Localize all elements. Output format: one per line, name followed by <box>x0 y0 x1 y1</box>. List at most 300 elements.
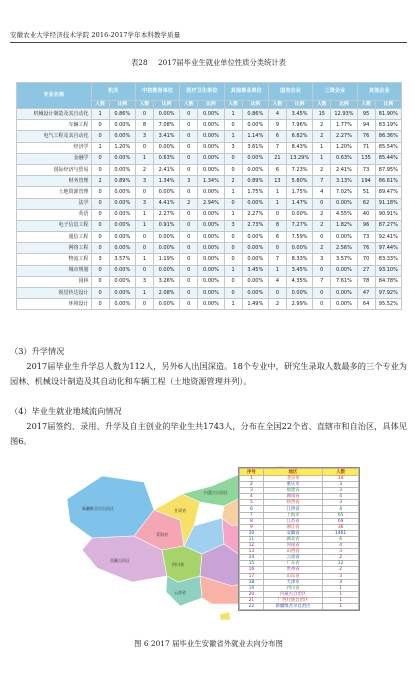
count-cell: 2 <box>313 220 331 231</box>
count-cell: 0 <box>91 220 109 231</box>
count-cell: 7 <box>313 176 331 187</box>
group-header: 机关 <box>91 83 135 101</box>
ratio-cell: 0.00% <box>109 299 135 310</box>
ratio-cell: 0.89% <box>242 176 268 187</box>
count-cell: 0 <box>313 232 331 243</box>
count-cell: 2 <box>180 198 198 209</box>
count-cell: 1 <box>224 265 242 276</box>
count-cell: 0 <box>224 276 242 287</box>
count-cell: 15 <box>313 109 331 120</box>
major-name-cell: 经济学 <box>17 142 92 153</box>
legend-count-cell: 65 <box>323 512 359 518</box>
count-cell: 0 <box>268 209 286 220</box>
ratio-cell: 0.00% <box>154 299 180 310</box>
count-cell: 2 <box>91 176 109 187</box>
count-cell: 3 <box>135 176 153 187</box>
legend-count-cell: 4 <box>323 543 359 549</box>
ratio-cell: 0.00% <box>198 142 224 153</box>
ratio-cell: 0.00% <box>286 288 312 299</box>
table-row <box>17 176 402 187</box>
count-cell: 0 <box>91 187 109 198</box>
ratio-cell: 2.94% <box>198 198 224 209</box>
legend-header-cell: 序号 <box>240 469 264 476</box>
table-row <box>17 131 402 142</box>
table-caption <box>0 58 417 68</box>
count-cell: 0 <box>135 109 153 120</box>
ratio-cell: 1.20% <box>331 142 357 153</box>
ratio-cell: 1.75% <box>242 187 268 198</box>
ratio-cell: 0.00% <box>154 109 180 120</box>
legend-region-cell: 北京市 <box>263 476 323 482</box>
count-cell: 40 <box>357 209 375 220</box>
ratio-cell: 83.33% <box>375 254 401 265</box>
ratio-cell: 0.00% <box>109 153 135 164</box>
count-cell: 3 <box>135 198 153 209</box>
legend-count-cell: 14 <box>323 476 359 482</box>
legend-region-cell: 浙江省 <box>263 524 323 530</box>
count-cell: 7 <box>313 276 331 287</box>
map-label-sichuan: 四川省 <box>172 562 184 567</box>
ratio-cell: 0.00% <box>198 120 224 131</box>
sub-count: 人数 <box>268 101 286 109</box>
ratio-cell: 1.77% <box>331 120 357 131</box>
figure-caption: 图 6 2017 届毕业生安徽省外就业去向分布图 <box>134 639 283 648</box>
legend-region-cell: 天津市 <box>263 579 323 585</box>
count-cell: 4 <box>268 109 286 120</box>
ratio-cell: 2.99% <box>286 299 312 310</box>
legend-index-cell: 10 <box>240 530 264 536</box>
legend-region-cell: 安徽省 <box>263 530 323 536</box>
ratio-cell: 90.91% <box>375 209 401 220</box>
count-cell: 0 <box>180 220 198 231</box>
ratio-cell: 0.00% <box>109 131 135 142</box>
major-name-cell: 财务管理 <box>17 176 92 187</box>
ratio-cell: 0.00% <box>109 198 135 209</box>
ratio-cell: 0.00% <box>198 164 224 175</box>
count-cell: 6 <box>268 232 286 243</box>
ratio-cell: 7.08% <box>154 120 180 131</box>
count-cell: 1 <box>91 142 109 153</box>
ratio-cell: 3.57% <box>109 254 135 265</box>
legend-count-cell: 3 <box>323 488 359 494</box>
legend-count-cell: 3 <box>323 500 359 506</box>
table-row <box>17 109 402 120</box>
map-label-qinghai: 青海省 <box>156 532 168 537</box>
ratio-cell: 0.00% <box>242 120 268 131</box>
count-cell: 3 <box>135 276 153 287</box>
ratio-cell: 8.43% <box>286 142 312 153</box>
count-cell: 1 <box>135 288 153 299</box>
ratio-cell: 0.89% <box>109 176 135 187</box>
ratio-cell: 0.00% <box>198 232 224 243</box>
major-name-cell: 城市规划 <box>17 265 92 276</box>
count-cell: 3 <box>91 254 109 265</box>
count-cell: 13 <box>268 176 286 187</box>
count-cell: 0 <box>224 232 242 243</box>
ratio-cell: 2.41% <box>154 164 180 175</box>
ratio-cell: 91.18% <box>375 198 401 209</box>
legend-index-cell: 19 <box>240 585 264 591</box>
count-cell: 0 <box>180 232 198 243</box>
count-cell: 6 <box>268 131 286 142</box>
count-cell: 194 <box>357 176 375 187</box>
sub-ratio: 比例 <box>242 101 268 109</box>
count-cell: 0 <box>180 164 198 175</box>
count-cell: 0 <box>313 299 331 310</box>
ratio-cell: 0.86% <box>242 109 268 120</box>
ratio-cell: 4.55% <box>331 209 357 220</box>
ratio-cell: 85.54% <box>375 142 401 153</box>
legend-header-row <box>240 469 359 476</box>
count-cell: 0 <box>180 209 198 220</box>
legend-region-cell: 陕西省 <box>263 500 323 506</box>
count-cell: 0 <box>91 198 109 209</box>
ratio-cell: 95.52% <box>375 299 401 310</box>
count-cell: 1 <box>268 187 286 198</box>
ratio-cell: 7.96% <box>286 120 312 131</box>
count-cell: 0 <box>313 288 331 299</box>
legend-count-cell: 1 <box>323 585 359 591</box>
legend-count-cell: 3 <box>323 549 359 555</box>
ratio-cell: 3.45% <box>242 265 268 276</box>
ratio-cell: 4.41% <box>154 198 180 209</box>
count-cell: 7 <box>268 142 286 153</box>
count-cell: 70 <box>357 254 375 265</box>
ratio-cell: 0.00% <box>109 220 135 231</box>
ratio-cell: 0.00% <box>109 164 135 175</box>
count-cell: 2 <box>224 176 242 187</box>
legend-row <box>240 603 359 609</box>
legend-index-cell: 21 <box>240 597 264 603</box>
count-cell: 7 <box>268 254 286 265</box>
legend-index-cell: 3 <box>240 488 264 494</box>
ratio-cell: 97.92% <box>375 288 401 299</box>
sub-ratio: 比例 <box>375 101 401 109</box>
count-cell: 0 <box>91 164 109 175</box>
count-cell: 0 <box>180 276 198 287</box>
legend-count-cell: 1 <box>323 597 359 603</box>
legend-region-cell: 广西壮族自治区 <box>263 597 323 603</box>
ratio-cell: 0.91% <box>154 220 180 231</box>
legend-count-cell: 1 <box>323 603 359 609</box>
count-cell: 2 <box>135 164 153 175</box>
sub-ratio: 比例 <box>331 101 357 109</box>
count-cell: 73 <box>357 164 375 175</box>
ratio-cell: 0.00% <box>109 288 135 299</box>
legend-index-cell: 15 <box>240 561 264 567</box>
group-header: 医疗卫生单位 <box>180 83 224 101</box>
ratio-cell: 0.00% <box>198 153 224 164</box>
legend-count-cell: 2 <box>323 567 359 573</box>
ratio-cell: 83.19% <box>375 120 401 131</box>
legend-count-cell: 12 <box>323 561 359 567</box>
count-cell: 1 <box>224 299 242 310</box>
ratio-cell: 3.45% <box>286 109 312 120</box>
ratio-cell: 3.45% <box>286 265 312 276</box>
ratio-cell: 87.95% <box>375 164 401 175</box>
legend-index-cell: 6 <box>240 506 264 512</box>
count-cell: 51 <box>357 187 375 198</box>
count-cell: 4 <box>313 187 331 198</box>
count-cell: 3 <box>313 254 331 265</box>
group-header: 中初教育单位 <box>135 83 179 101</box>
legend-count-cell: 3 <box>323 579 359 585</box>
ratio-cell: 2.27% <box>331 131 357 142</box>
table-row <box>17 232 402 243</box>
count-cell: 0 <box>224 243 242 254</box>
count-cell: 0 <box>91 131 109 142</box>
count-cell: 6 <box>268 164 286 175</box>
ratio-cell: 3.61% <box>242 142 268 153</box>
ratio-cell: 0.00% <box>286 209 312 220</box>
major-name-cell: 英语 <box>17 209 92 220</box>
major-name-cell: 电子信息工程 <box>17 220 92 231</box>
header-rule <box>10 42 407 43</box>
ratio-cell: 7.02% <box>331 187 357 198</box>
count-cell: 0 <box>91 232 109 243</box>
map-label-tibet: 西藏自治区 <box>110 558 130 563</box>
legend-region-cell: 湖南省 <box>263 494 323 500</box>
count-cell: 9 <box>268 120 286 131</box>
sub-count: 人数 <box>180 101 198 109</box>
ratio-cell: 2.27% <box>154 209 180 220</box>
count-cell: 135 <box>357 153 375 164</box>
table-row <box>17 288 402 299</box>
ratio-cell: 1.47% <box>286 198 312 209</box>
ratio-cell: 2.08% <box>154 288 180 299</box>
legend-count-cell: 36 <box>323 524 359 530</box>
count-cell: 3 <box>224 142 242 153</box>
count-cell: 0 <box>268 288 286 299</box>
legend-index-cell: 13 <box>240 549 264 555</box>
ratio-cell: 87.27% <box>375 220 401 231</box>
table-row <box>17 299 402 310</box>
legend-region-cell: 四川省 <box>263 585 323 591</box>
ratio-cell: 0.63% <box>331 153 357 164</box>
count-cell: 2 <box>313 120 331 131</box>
map-label-gansu: 甘肃省 <box>174 508 186 513</box>
count-cell: 0 <box>180 187 198 198</box>
running-header: 安徽农业大学经济技术学院 2016-2017学年本科教学质量 <box>10 31 181 39</box>
count-cell: 95 <box>357 109 375 120</box>
count-cell: 0 <box>313 265 331 276</box>
ratio-cell: 81.90% <box>375 109 401 120</box>
ratio-cell: 0.00% <box>331 288 357 299</box>
legend-count-cell: 1461 <box>323 530 359 536</box>
major-name-cell: 土地资源管理 <box>17 187 92 198</box>
major-name-cell: 电气工程及其自动化 <box>17 131 92 142</box>
ratio-cell: 0.00% <box>154 232 180 243</box>
count-cell: 0 <box>224 164 242 175</box>
legend-index-cell: 20 <box>240 591 264 597</box>
ratio-cell: 1.20% <box>109 142 135 153</box>
count-cell: 21 <box>268 153 286 164</box>
count-cell: 1 <box>268 198 286 209</box>
legend-header-cell: 人数 <box>323 469 359 476</box>
count-cell: 0 <box>224 153 242 164</box>
ratio-cell: 0.00% <box>331 299 357 310</box>
major-name-cell: 视觉传达设计 <box>17 288 92 299</box>
ratio-cell: 93.10% <box>375 265 401 276</box>
major-name-cell: 车辆工程 <box>17 120 92 131</box>
table-row <box>17 120 402 131</box>
ratio-cell: 0.00% <box>198 299 224 310</box>
ratio-cell: 0.00% <box>109 209 135 220</box>
group-header: 国有企业 <box>268 83 312 101</box>
ratio-cell: 13.29% <box>286 153 312 164</box>
count-cell: 0 <box>91 209 109 220</box>
ratio-cell: 0.00% <box>242 198 268 209</box>
legend-index-cell: 8 <box>240 518 264 524</box>
count-cell: 0 <box>91 299 109 310</box>
count-cell: 0 <box>135 232 153 243</box>
ratio-cell: 85.44% <box>375 153 401 164</box>
major-name-cell: 网络工程 <box>17 243 92 254</box>
legend-region-cell: 广东省 <box>263 561 323 567</box>
section3-heading: （3）升学情况 <box>10 346 65 356</box>
ratio-cell: 1.14% <box>242 131 268 142</box>
table-row <box>17 276 402 287</box>
count-cell: 64 <box>357 299 375 310</box>
ratio-cell: 0.00% <box>109 232 135 243</box>
count-cell: 0 <box>180 131 198 142</box>
ratio-cell: 97.44% <box>375 243 401 254</box>
count-cell: 0 <box>91 120 109 131</box>
legend-region-cell: 贵州省 <box>263 567 323 573</box>
ratio-cell: 7.59% <box>286 232 312 243</box>
count-cell: 2 <box>313 209 331 220</box>
ratio-cell: 0.00% <box>154 243 180 254</box>
legend-index-cell: 9 <box>240 524 264 530</box>
count-cell: 0 <box>180 299 198 310</box>
ratio-cell: 1.34% <box>198 176 224 187</box>
count-cell: 0 <box>135 299 153 310</box>
count-cell: 73 <box>357 232 375 243</box>
major-name-cell: 法学 <box>17 198 92 209</box>
map-label-yunnan: 云南省 <box>174 590 186 595</box>
ratio-cell: 86.36% <box>375 131 401 142</box>
table-row <box>17 220 402 231</box>
legend-index-cell: 2 <box>240 482 264 488</box>
count-cell: 0 <box>180 120 198 131</box>
table-header-row <box>17 83 402 101</box>
ratio-cell: 1.19% <box>154 254 180 265</box>
count-cell: 0 <box>91 276 109 287</box>
group-header: 其他企业 <box>357 83 401 101</box>
table-row <box>17 142 402 153</box>
major-name-cell: 机械设计制造及其自动化 <box>17 109 92 120</box>
ratio-cell: 89.47% <box>375 187 401 198</box>
section4-heading: （4）毕业生就业地域流向情况 <box>10 406 122 416</box>
legend-count-cell: 2 <box>323 555 359 561</box>
ratio-cell: 0.00% <box>286 243 312 254</box>
ratio-cell: 0.00% <box>154 142 180 153</box>
count-cell: 3 <box>180 176 198 187</box>
table-row <box>17 209 402 220</box>
legend-region-cell: 新疆维吾尔自治区 <box>263 603 323 609</box>
count-cell: 47 <box>357 288 375 299</box>
section4-body: 2017届签约、录用、升学及自主创业的毕业生共1743人，分布在全国22个省、直辖市和自治区，具体见图6。 <box>10 421 407 446</box>
legend-region-cell: 内蒙古自治区 <box>263 591 323 597</box>
table-caption-number: 表28 <box>131 58 148 67</box>
count-cell: 0 <box>268 243 286 254</box>
ratio-cell: 0.00% <box>242 254 268 265</box>
ratio-cell: 0.00% <box>198 220 224 231</box>
legend-index-cell: 1 <box>240 476 264 482</box>
ratio-cell: 0.00% <box>331 198 357 209</box>
sub-count: 人数 <box>313 101 331 109</box>
ratio-cell: 0.00% <box>109 187 135 198</box>
sub-ratio: 比例 <box>286 101 312 109</box>
ratio-cell: 1.82% <box>331 220 357 231</box>
ratio-cell: 4.35% <box>286 276 312 287</box>
legend-index-cell: 17 <box>240 573 264 579</box>
table-row <box>17 265 402 276</box>
ratio-cell: 12.93% <box>331 109 357 120</box>
legend-region-cell: 江西省 <box>263 506 323 512</box>
legend-region-cell: 山东省 <box>263 573 323 579</box>
ratio-cell: 7.23% <box>286 164 312 175</box>
count-cell: 62 <box>357 198 375 209</box>
count-cell: 96 <box>357 220 375 231</box>
count-cell: 1 <box>224 209 242 220</box>
ratio-cell: 1.49% <box>242 299 268 310</box>
legend-table <box>239 468 359 610</box>
major-name-cell: 环境设计 <box>17 299 92 310</box>
region-hainan <box>220 612 230 620</box>
legend-header-cell: 地区 <box>263 469 323 476</box>
group-header: 三资企业 <box>313 83 357 101</box>
legend-index-cell: 12 <box>240 543 264 549</box>
ratio-cell: 0.63% <box>154 153 180 164</box>
ratio-cell: 0.00% <box>242 232 268 243</box>
map-label-xinjiang: 新疆维吾尔自治区 <box>82 506 114 511</box>
count-cell: 8 <box>135 120 153 131</box>
sub-count: 人数 <box>91 101 109 109</box>
table-row <box>17 254 402 265</box>
legend-region-cell: 江苏省 <box>263 518 323 524</box>
legend-count-cell: 4 <box>323 494 359 500</box>
count-cell: 1 <box>135 153 153 164</box>
count-cell: 3 <box>224 220 242 231</box>
count-cell: 0 <box>224 254 242 265</box>
legend-index-cell: 14 <box>240 555 264 561</box>
count-cell: 0 <box>135 243 153 254</box>
count-cell: 1 <box>268 265 286 276</box>
count-cell: 0 <box>224 288 242 299</box>
ratio-cell: 0.86% <box>109 109 135 120</box>
major-name-cell: 国际经济与贸易 <box>17 164 92 175</box>
count-cell: 0 <box>180 243 198 254</box>
ratio-cell: 0.00% <box>331 265 357 276</box>
region-count-legend <box>238 467 360 611</box>
legend-index-cell: 4 <box>240 494 264 500</box>
employment-unit-table <box>16 82 402 310</box>
ratio-cell: 3.26% <box>154 276 180 287</box>
count-cell: 1 <box>135 220 153 231</box>
section3-body: 2017届毕业生升学总人数为112人，另外6人出国深造。18个专业中，研究生录取人数最多的三个专业为园林、机械设计制造及其自动化和车辆工程（土地资源管理并列）。 <box>10 361 407 386</box>
ratio-cell: 7.61% <box>331 276 357 287</box>
ratio-cell: 0.00% <box>198 209 224 220</box>
legend-region-cell: 河南省 <box>263 543 323 549</box>
ratio-cell: 2.27% <box>242 209 268 220</box>
count-cell: 2 <box>313 164 331 175</box>
ratio-cell: 86.61% <box>375 176 401 187</box>
count-cell: 1 <box>313 142 331 153</box>
count-cell: 0 <box>180 288 198 299</box>
legend-region-cell: 福建省 <box>263 488 323 494</box>
count-cell: 1 <box>224 131 242 142</box>
